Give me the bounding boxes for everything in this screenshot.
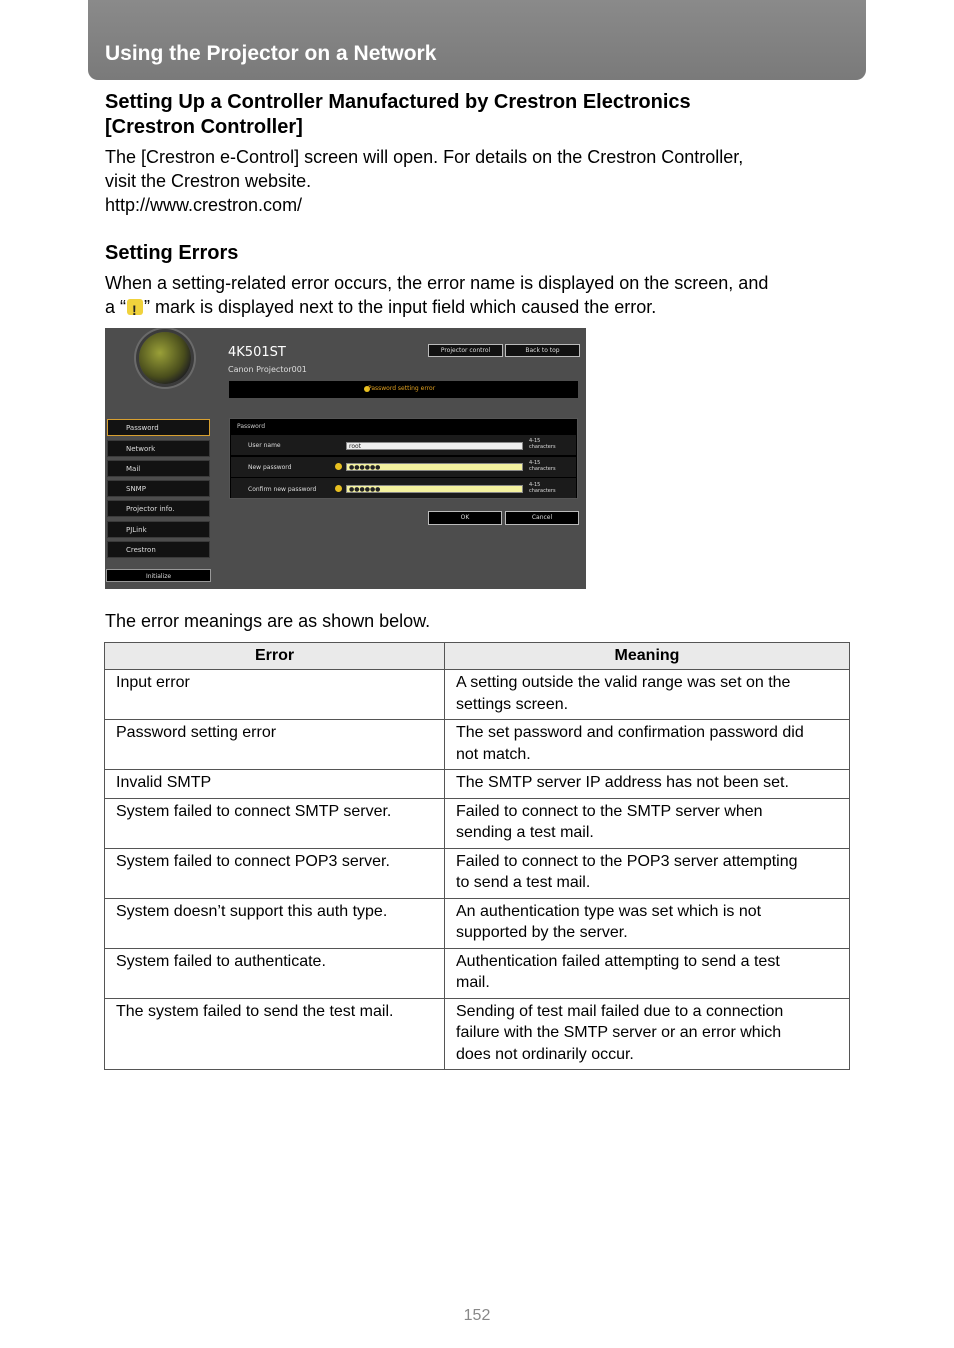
error-cell: System failed to authenticate. <box>105 948 445 998</box>
confirm-password-input[interactable]: ●●●●●● <box>346 485 523 493</box>
cancel-button[interactable]: Cancel <box>505 511 579 525</box>
meaning-line: Failed to connect to the POP3 server attempting <box>456 852 798 870</box>
confirm-password-label: Confirm new password <box>248 486 317 493</box>
errors-body-line2 <box>105 295 855 319</box>
table-row <box>105 898 850 948</box>
hint-range: 4-15 <box>529 438 541 444</box>
meaning-line: to send a test mail. <box>456 874 591 891</box>
meaning-line: failure with the SMTP server or an error which <box>456 1024 782 1041</box>
menu-item-password[interactable]: Password <box>107 419 210 436</box>
meaning-line: does not ordinarily occur. <box>456 1045 634 1063</box>
meaning-cell <box>445 670 850 720</box>
table-row <box>105 720 850 770</box>
meaning-line: not match. <box>456 745 531 763</box>
hint-range: 4-15 <box>529 482 541 488</box>
section-title-line1: Setting Up a Controller Manufactured by Crestron Electronics <box>105 91 691 113</box>
meaning-line: A setting outside the valid range was set on the <box>456 674 791 691</box>
menu-item-crestron[interactable]: Crestron <box>107 541 210 558</box>
user-name-label: User name <box>248 442 281 449</box>
error-cell: System failed to connect POP3 server. <box>105 848 445 898</box>
error-cell: System failed to connect SMTP server. <box>105 798 445 848</box>
quote-rest: ” mark is displayed next to the input field which caused the error. <box>144 297 657 317</box>
hint-unit: characters <box>529 444 556 450</box>
crestron-settings-screenshot <box>105 328 586 589</box>
intro-line1: The [Crestron e-Control] screen will open. For details on the Crestron Controller, <box>105 147 744 167</box>
table-header-row <box>105 643 850 670</box>
table-row <box>105 848 850 898</box>
ok-button[interactable]: OK <box>428 511 502 525</box>
menu-item-snmp[interactable]: SNMP <box>107 480 210 497</box>
page-number: 152 <box>463 1307 491 1324</box>
warning-mark-icon <box>335 485 342 492</box>
error-table <box>104 642 850 1070</box>
new-password-label: New password <box>248 464 292 471</box>
meaning-line: supported by the server. <box>456 924 628 941</box>
meaning-cell <box>445 798 850 848</box>
meaning-line: An authentication type was set which is not <box>456 902 762 920</box>
table-row <box>105 948 850 998</box>
quote-open: a “ <box>105 297 127 317</box>
meaning-cell <box>445 898 850 948</box>
meaning-line: mail. <box>456 974 490 991</box>
table-intro: The error meanings are as shown below. <box>105 611 431 631</box>
menu-item-pjlink[interactable]: PJLink <box>107 521 210 538</box>
meaning-line: Sending of test mail failed due to a connection <box>456 1002 784 1020</box>
meaning-line: The set password and confirmation password did <box>456 724 804 741</box>
meaning-line: sending a test mail. <box>456 824 594 841</box>
header-title: Using the Projector on a Network <box>105 42 437 65</box>
meaning-cell <box>445 998 850 1070</box>
table-row <box>105 670 850 720</box>
confirm-password-hint <box>529 482 556 494</box>
meaning-line: Failed to connect to the SMTP server when <box>456 802 763 820</box>
header-meaning: Meaning <box>445 643 850 670</box>
meaning-line: Authentication failed attempting to send a test <box>456 952 780 970</box>
error-cell: The system failed to send the test mail. <box>105 998 445 1070</box>
header-band <box>88 0 866 80</box>
section-intro <box>105 145 855 217</box>
panel-title: Password <box>237 423 266 430</box>
error-message: Password setting error <box>368 385 436 392</box>
model-name: 4K501ST <box>228 345 286 360</box>
initialize-button[interactable]: Initialize <box>106 569 211 582</box>
error-cell: Input error <box>105 670 445 720</box>
setting-errors-body <box>105 271 855 319</box>
table-row <box>105 998 850 1070</box>
hint-range: 4-15 <box>529 460 541 466</box>
user-name-hint <box>529 438 556 450</box>
crestron-url[interactable]: http://www.crestron.com/ <box>105 195 303 215</box>
meaning-cell <box>445 720 850 770</box>
meaning-cell <box>445 948 850 998</box>
new-password-hint <box>529 460 556 472</box>
meaning-cell <box>445 770 850 799</box>
table-row <box>105 770 850 799</box>
hint-unit: characters <box>529 488 556 494</box>
error-cell: Invalid SMTP <box>105 770 445 799</box>
meaning-cell <box>445 848 850 898</box>
warning-mark-icon <box>335 463 342 470</box>
back-to-top-button[interactable]: Back to top <box>505 344 580 357</box>
projector-control-button[interactable]: Projector control <box>428 344 503 357</box>
setting-errors-title: Setting Errors <box>105 242 239 264</box>
header-error: Error <box>105 643 445 670</box>
table-row <box>105 798 850 848</box>
meaning-line: settings screen. <box>456 695 569 713</box>
error-cell: System doesn’t support this auth type. <box>105 898 445 948</box>
section-title-line2: [Crestron Controller] <box>105 116 303 138</box>
warning-mark-icon <box>127 299 143 315</box>
errors-body-line1: When a setting-related error occurs, the error name is displayed on the screen, and <box>105 273 769 293</box>
intro-line2: visit the Crestron website. <box>105 171 312 191</box>
projector-name: Canon Projector001 <box>228 365 307 374</box>
menu-item-projector-info[interactable]: Projector info. <box>107 500 210 517</box>
section-title <box>105 90 691 140</box>
hint-unit: characters <box>529 466 556 472</box>
new-password-input[interactable]: ●●●●●● <box>346 463 523 471</box>
error-cell: Password setting error <box>105 720 445 770</box>
menu-item-network[interactable]: Network <box>107 440 210 457</box>
meaning-line: The SMTP server IP address has not been set. <box>456 774 789 791</box>
lens-logo-icon <box>139 332 191 384</box>
menu-item-mail[interactable]: Mail <box>107 460 210 477</box>
user-name-input[interactable]: root <box>346 442 523 450</box>
